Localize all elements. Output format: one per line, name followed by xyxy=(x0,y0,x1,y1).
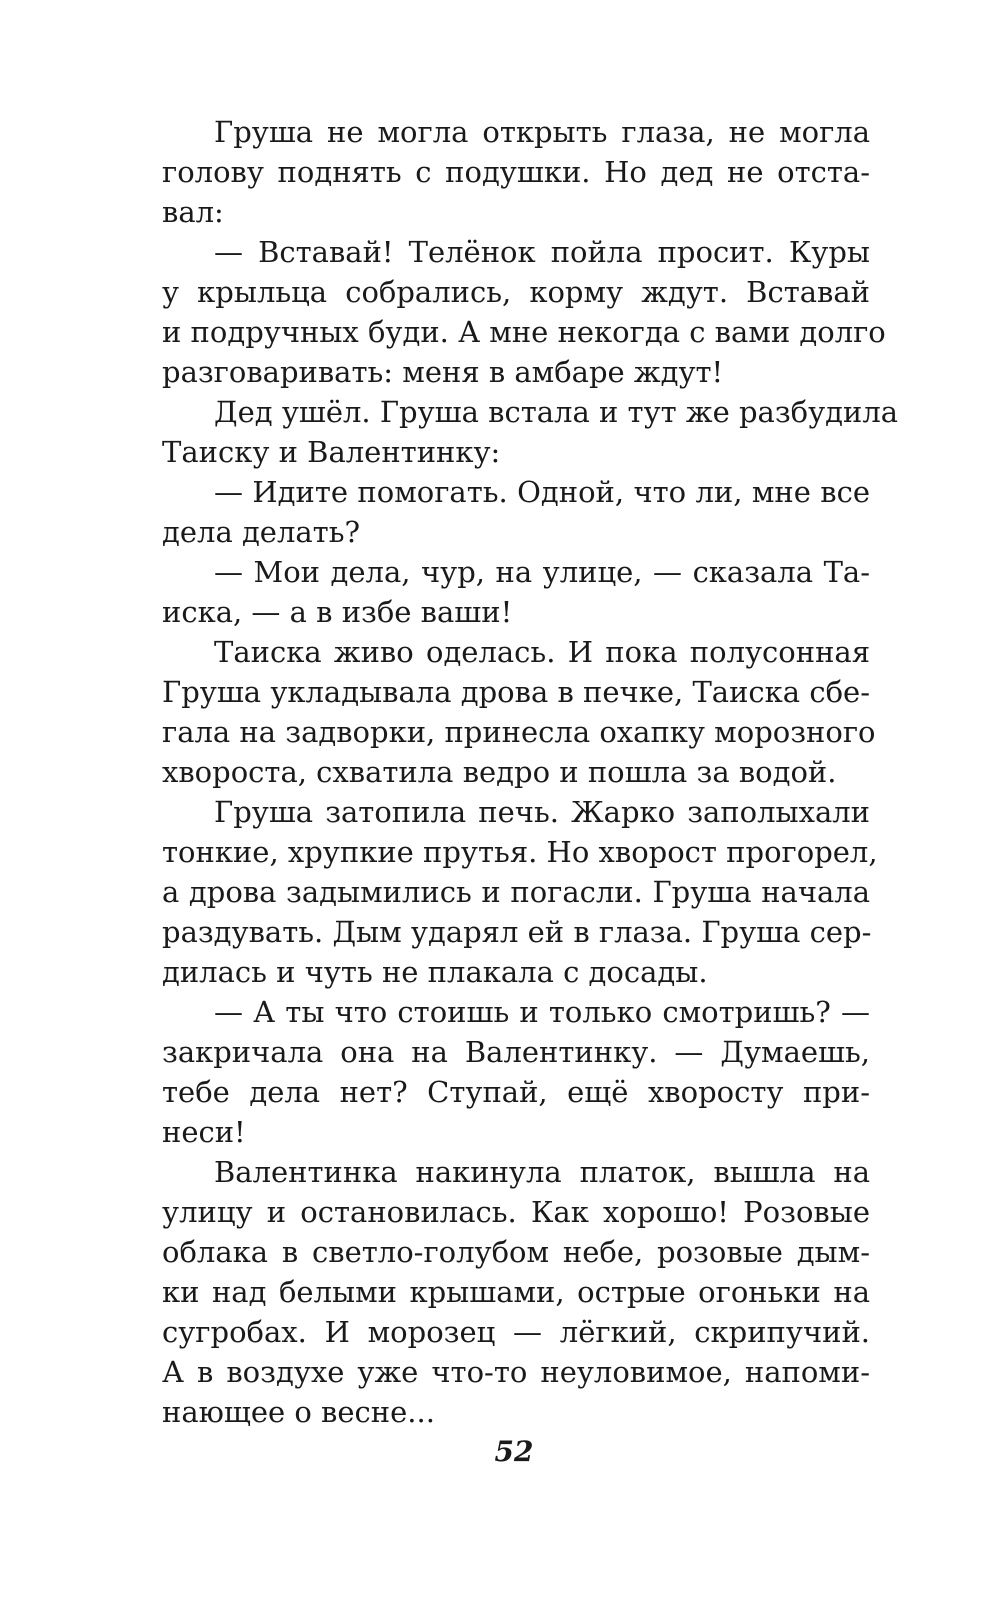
text-line: дилась и чуть не плакала с досады. xyxy=(162,955,708,989)
text-line: разговаривать: меня в амбаре ждут! xyxy=(162,355,724,389)
text-line: закричала она на Валентинку. — Думаешь, xyxy=(162,1035,870,1069)
page-text xyxy=(162,112,899,1432)
text-line: неси! xyxy=(162,1115,246,1149)
text-line: Груша затопила печь. Жарко заполыхали xyxy=(214,795,870,829)
text-line: нающее о весне... xyxy=(162,1395,435,1429)
text-line: — Вставай! Телёнок пойла просит. Куры xyxy=(214,235,870,269)
text-line: Валентинка накинула платок, вышла на xyxy=(214,1155,870,1189)
page-number: 52 xyxy=(494,1435,534,1468)
text-line: голову поднять с подушки. Но дед не отста- xyxy=(162,155,870,189)
text-line: ки над белыми крышами, острые огоньки на xyxy=(162,1275,870,1309)
text-line: иска, — а в избе ваши! xyxy=(162,595,513,629)
text-line: у крыльца собрались, корму ждут. Вставай xyxy=(162,275,870,309)
text-line: Дед ушёл. Груша встала и тут же разбудила xyxy=(214,395,899,429)
text-line: сугробах. И морозец — лёгкий, скрипучий. xyxy=(162,1315,870,1349)
text-line: — Мои дела, чур, на улице, — сказала Та- xyxy=(214,555,870,589)
text-line: Груша укладывала дрова в печке, Таиска сбе- xyxy=(162,675,870,709)
text-line: Таиску и Валентинку: xyxy=(162,435,501,469)
text-line: улицу и остановилась. Как хорошо! Розовые xyxy=(162,1195,870,1229)
text-line: а дрова задымились и погасли. Груша начала xyxy=(162,875,870,909)
text-line: дела делать? xyxy=(162,515,361,549)
text-line: гала на задворки, принесла охапку морозного xyxy=(162,715,876,749)
text-line: тебе дела нет? Ступай, ещё хворосту при- xyxy=(162,1075,870,1109)
text-line: тонкие, хрупкие прутья. Но хворост прогорел, xyxy=(162,835,878,869)
text-line: раздувать. Дым ударял ей в глаза. Груша сер- xyxy=(162,915,872,949)
text-line: и подручных буди. А мне некогда с вами долго xyxy=(162,315,886,349)
text-line: — Идите помогать. Одной, что ли, мне все xyxy=(214,475,870,509)
text-line: Груша не могла открыть глаза, не могла xyxy=(214,115,870,149)
text-line: Таиска живо оделась. И пока полусонная xyxy=(214,635,870,669)
text-line: облака в светло-голубом небе, розовые дым- xyxy=(162,1235,870,1269)
text-line: вал: xyxy=(162,195,224,229)
text-line: — А ты что стоишь и только смотришь? — xyxy=(214,995,870,1029)
text-line: хвороста, схватила ведро и пошла за водой. xyxy=(162,755,837,789)
text-line: А в воздухе уже что-то неуловимое, напоми- xyxy=(162,1355,870,1389)
